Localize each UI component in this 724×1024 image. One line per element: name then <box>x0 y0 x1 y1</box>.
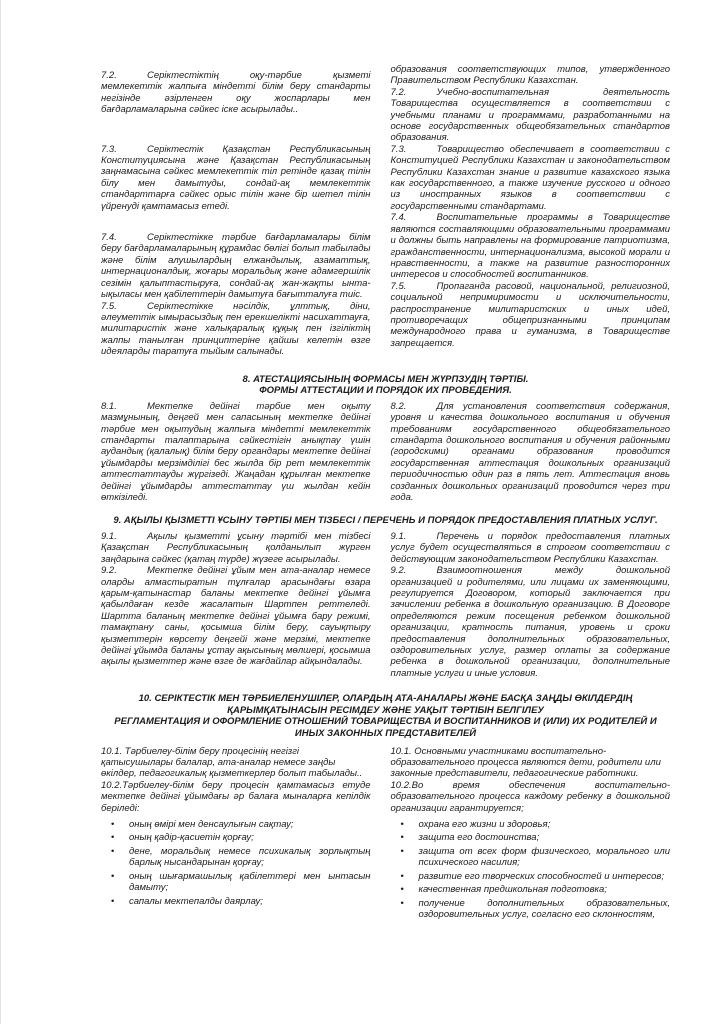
guarantee-list-kk <box>101 819 371 907</box>
clause-text: Мектепке дейінгі тәрбие мен оқыту мазмұнының, деңгей мен сапасының мектепке дейінгі тәрбие мен оқытудың жалпыға міндетті мемлекеттік стандарты талаптарына сәйкестігін анықтау үшін аудандық (қалалық) білім беру органдары мектепке дейінгі ұйымдарды мерзімділігі бес жылда бір рет мемлекеттік аттестаттауды жүргізеді. Жаңадан құрылған мектепке дейінгі ұйымдарды аттестаттау үш жылдан кейін өткізіледі. <box>101 400 371 503</box>
list-item <box>101 832 371 843</box>
section-10-columns <box>101 746 670 923</box>
guarantee-list-ru <box>391 819 670 920</box>
section-10-heading <box>101 693 670 739</box>
paragraph-10-2-ru: 10.2.Во время обеспечения воспитательно-образовательного процесса каждому ребенку в дошкольной организации гарантируется; <box>390 779 670 814</box>
list-item-text: оның қадір-қасиетін қорғау; <box>129 832 254 844</box>
list-item-text: оның өмірі мен денсаулығын сақтау; <box>129 819 294 831</box>
list-item <box>101 871 371 894</box>
clause-number: 7.5. <box>101 300 117 312</box>
section-8-heading-ru: ФОРМЫ АТТЕСТАЦИИ И ПОРЯДОК ИХ ПРОВЕДЕНИЯ. <box>259 385 512 397</box>
section-9-heading-text: 9. АҚЫЛЫ ҚЫЗМЕТТІ ҰСЫНУ ТӘРТІБІ МЕН ТІЗБЕСІ / ПЕРЕЧЕНЬ И ПОРЯДОК ПРЕДОСТАВЛЕНИЯ ПЛАТНЫХ УСЛУГ. <box>113 515 658 527</box>
bullet-dot: • <box>111 895 115 907</box>
list-item-text: защита от всех форм физического, морального или психического насилия; <box>418 845 670 869</box>
bullet-dot: • <box>400 897 404 909</box>
list-item-text: сапалы мектепалды даярлау; <box>129 895 263 907</box>
section-10-heading-ru: РЕГЛАМЕНТАЦИЯ И ОФОРМЛЕНИЕ ОТНОШЕНИЙ ТОВАРИЩЕСТВА И ВОСПИТАННИКОВ И (ИЛИ) ИХ РОДИТЕЛЕЙ И ИНЫХ ЗАКОННЫХ ПРЕДСТАВИТЕЛЕЙ <box>114 716 657 740</box>
column-kazakh-7 <box>101 64 371 358</box>
clause-text: образования соответствующих типов, утвержденного Правительством Республики Казахстан. <box>390 64 670 87</box>
column-kazakh-9 <box>101 531 371 679</box>
clause-text: Учебно-воспитательная деятельность Товарищества осуществляется в соответствии с учебными планами и программами, разработанными на основе государственных общеобязательных стандартов образования. <box>390 86 670 144</box>
list-item-text: дене, моральдық немесе психикалық зорлықтың барлық нысандарынан қорғау; <box>129 845 371 869</box>
paragraph-7-5-kk <box>101 301 371 358</box>
bullet-dot: • <box>400 819 404 831</box>
paragraph-continuation-ru <box>391 64 670 87</box>
section-8-heading-kk: 8. АТЕСТАЦИЯСЫНЫҢ ФОРМАСЫ МЕН ЖҮРПЗУДІҢ ТӘРТІБІ. <box>242 373 529 385</box>
clause-text: Серіктестік Қазақстан Республикасының Конституциясына және Қазақстан Республикасының заңнамасына сәйкес мемлекеттік тіл ретінде қазақ тілін білу мен дамытуды, сондай-ақ мемлекеттік стандарттарға сәйкес орыс тілін және бір шетел тілін үйренуді қамтамасыз етеді. <box>101 143 371 212</box>
clause-number: 7.4. <box>101 232 117 244</box>
list-item-text: развитие его творческих способностей и интересов; <box>418 870 664 882</box>
list-item-text: получение дополнительных образовательных, оздоровительных услуг, согласно его склонностям, <box>418 897 670 920</box>
section-8-heading <box>101 374 670 397</box>
list-item <box>391 832 670 843</box>
column-russian-10 <box>391 746 670 923</box>
clause-number: 9.1. <box>390 530 407 542</box>
bullet-dot: • <box>111 819 115 831</box>
clause-number: 7.3. <box>390 143 407 155</box>
clause-text: Пропаганда расовой, национальной, религиозной, социальной непримиримости и исключительности, распространение милитаристских и иных идей, противоречащих общепризнанными принципам международного права и гуманизма, в Товариществе запрещается. <box>390 280 670 349</box>
list-item <box>101 846 371 869</box>
clause-number: 7.2. <box>390 86 407 98</box>
bullet-dot: • <box>400 884 404 896</box>
list-item <box>391 884 670 895</box>
clause-text: Мектепке дейінгі ұйым мен ата-аналар немесе оларды алмастыратын тұлғалар арасындағы өзара қарым-қатынастар баланы мектепке дейінгі ұйымға қабылдаған кезде жасалатын Шартпен реттеледі. Шартта баланың мектепке дейінгі ұйымға бару режимі, тамақтану саны, қосымша білім беру, сауықтыру қызметтерін көрсету деңгейі және мерзімі, мектепке дейінгі ұйымда баланы ұстау ақысының мөлшері, қосымша ақылы қызметтер және өзге де жағдайлар айқындалады. <box>101 565 371 668</box>
clause-number: 9.2. <box>390 565 407 577</box>
clause-number: 7.4. <box>390 212 407 224</box>
clause-number: 7.2. <box>101 70 117 81</box>
section-10-heading-kk: 10. СЕРІКТЕСТІК МЕН ТӘРБИЕЛЕНУШІЛЕР, ОЛАРДЫҢ АТА-АНАЛАРЫ ЖӘНЕ БАСҚА ЗАҢДЫ ӨКІЛДЕРДІҢ ҚАРЫМҚАТЫНАСЫН РЕСІМДЕУ ЖӘНЕ УАҚЫТ ТӘРТІБІН БЕЛГІЛЕУ <box>138 693 633 716</box>
paragraph-9-2-ru <box>391 565 670 679</box>
bullet-dot: • <box>400 870 404 882</box>
column-kazakh-10 <box>101 746 371 923</box>
list-item <box>101 819 371 830</box>
clause-number: 8.1. <box>101 400 117 412</box>
list-item-text: оның шығармашылық қабілеттері мен ынтасын дамыту; <box>129 870 371 894</box>
section-9-columns <box>101 531 670 679</box>
column-kazakh-8 <box>101 401 371 504</box>
paragraph-9-2-kk <box>101 565 371 668</box>
clause-text: Взаимоотношения между дошкольной организацией и родителями, или лицами их заменяющими, регулируется Договором, который заключается при зачислении ребенка в дошкольную организацию. В Договоре определяются режим посещения ребенком дошкольной организации, кратность питания, уровень и сроки предоставления дополнительных образовательных, оздоровительных услуг, размер оплаты за содержание ребенка в дошкольной организации, дополнительные платные услуги и иные условия. <box>390 565 670 679</box>
list-item <box>391 846 670 869</box>
clause-text: Товарищество обеспечивает в соответствии с Конституцией Республики Казахстан и законодательством Республики Казахстан знание и развитие казахского языка как государственного, а также изучение русского и одного из иностранных языков в соответствии с государственными стандартами. <box>390 143 670 212</box>
paragraph-7-5-ru <box>391 281 670 349</box>
paragraph-7-4-kk <box>101 232 371 300</box>
clause-number: 9.1. <box>101 530 117 542</box>
column-russian-8 <box>391 401 670 504</box>
paragraph-7-3-kk <box>101 144 371 212</box>
paragraph-9-1-kk <box>101 531 371 565</box>
bullet-dot: • <box>400 832 404 844</box>
column-russian-9 <box>391 531 670 679</box>
clause-text: Для установления соответствия содержания, уровня и качества дошкольного воспитания и обучения требованиям государственного общеобязательного стандарта дошкольного воспитания и обучения районными (городскими) органами образования проводится государственная аттестация дошкольных организаций периодичностью один раз в пять лет. Аттестация вновь созданных дошкольных организаций проводится через три года. <box>390 400 670 503</box>
clause-number: 7.3. <box>101 143 117 155</box>
list-item-text: качественная предшкольная подготовка; <box>418 884 607 896</box>
paragraph-7-2-kk <box>101 70 371 116</box>
paragraph-7-2-ru <box>391 87 670 144</box>
paragraph-7-4-ru <box>391 212 670 280</box>
clause-number: 7.5. <box>390 280 407 292</box>
paragraph-7-3-ru <box>391 144 670 212</box>
list-item <box>101 896 371 907</box>
list-item <box>391 819 670 830</box>
paragraph-9-1-ru <box>391 531 670 565</box>
clause-text: Серіктестіктің оқу-тәрбие қызметі мемлекеттік жалпыға міндетті білім беру стандарты негізінде әзірленген оқу жоспарлары мен бағдарламаларына сәйкес іске асырылады.. <box>101 70 371 116</box>
list-item-text: охрана его жизни и здоровья; <box>418 819 551 831</box>
clause-text: Серіктестікке нәсілдік, ұлттық, діни, әлеуметтік ымырасыздық пен ерекшелікті насихаттауға, милитаристік және халықаралық құқық пен ізгіліктің жалпы танылған принциптеріне қайшы келетін өзге идеяларды таратуға тыйым салынады. <box>101 300 371 358</box>
bullet-dot: • <box>111 832 115 844</box>
clause-text: Серіктестікке тәрбие бағдарламалары білім беру бағдарламаларының құрамдас бөлігі болып табылады және білім алушылардың елжандылық, азаматтық, интернационалдық, жоғары моральдық және адамгершілік сезімін қалыптастыруға, сондай-ақ жан-жақты ынта-ықыласы мен қабілеттерін дамытуға бағытталуға тиіс. <box>101 232 371 301</box>
section-7-columns <box>101 64 670 358</box>
paragraph-10-1-ru: 10.1. Основными участниками воспитательно-образовательного процесса являются дети, родители или законные представители, педагогические работники. <box>390 745 661 780</box>
paragraph-10-2-kk: 10.2.Тәрбиелеу-білім беру процесін қамтамасыз етуде мектепке дейінгі ұйымдағы әр балаға мыналарға кепілдік беріледі: <box>101 779 371 814</box>
paragraph-8-2-ru <box>391 401 670 504</box>
clause-text: Ақылы қызметті ұсыну тәртібі мен тізбесі Қазақстан Республикасының қолданылып жүрген заңдарына сәйкес (қатаң түрде) жүзеге асырылады. <box>101 530 371 565</box>
clause-text: Воспитательные программы в Товариществе являются составляющими образовательными программами и должны быть направлены на формирование патриотизма, гражданственности, интернационализма, высокой морали и нравственности, а также на развитие разносторонних интересов и способностей воспитанников. <box>390 212 670 281</box>
list-item <box>391 898 670 921</box>
column-russian-7 <box>391 64 670 358</box>
clause-number: 9.2. <box>101 565 117 577</box>
section-9-heading <box>101 515 670 527</box>
list-item-text: защита его достоинства; <box>418 832 540 844</box>
bullet-dot: • <box>111 870 115 882</box>
clause-number: 8.2. <box>390 400 407 412</box>
list-item <box>391 871 670 882</box>
paragraph-10-1-kk: 10.1. Тәрбиелеу-білім беру процесінің негізгі қатысушылары балалар, ата-аналар немесе заңды өкілдер, педагогикалық қызметкерлер болып табылады.. <box>101 745 363 780</box>
paragraph-8-1-kk <box>101 401 371 504</box>
bullet-dot: • <box>400 845 404 857</box>
clause-text: Перечень и порядок предоставления платных услуг будет осуществляться в строгом соответствии с действующим законодательством Республики Казахстан. <box>390 530 670 565</box>
bullet-dot: • <box>111 845 115 857</box>
section-8-columns <box>101 401 670 504</box>
